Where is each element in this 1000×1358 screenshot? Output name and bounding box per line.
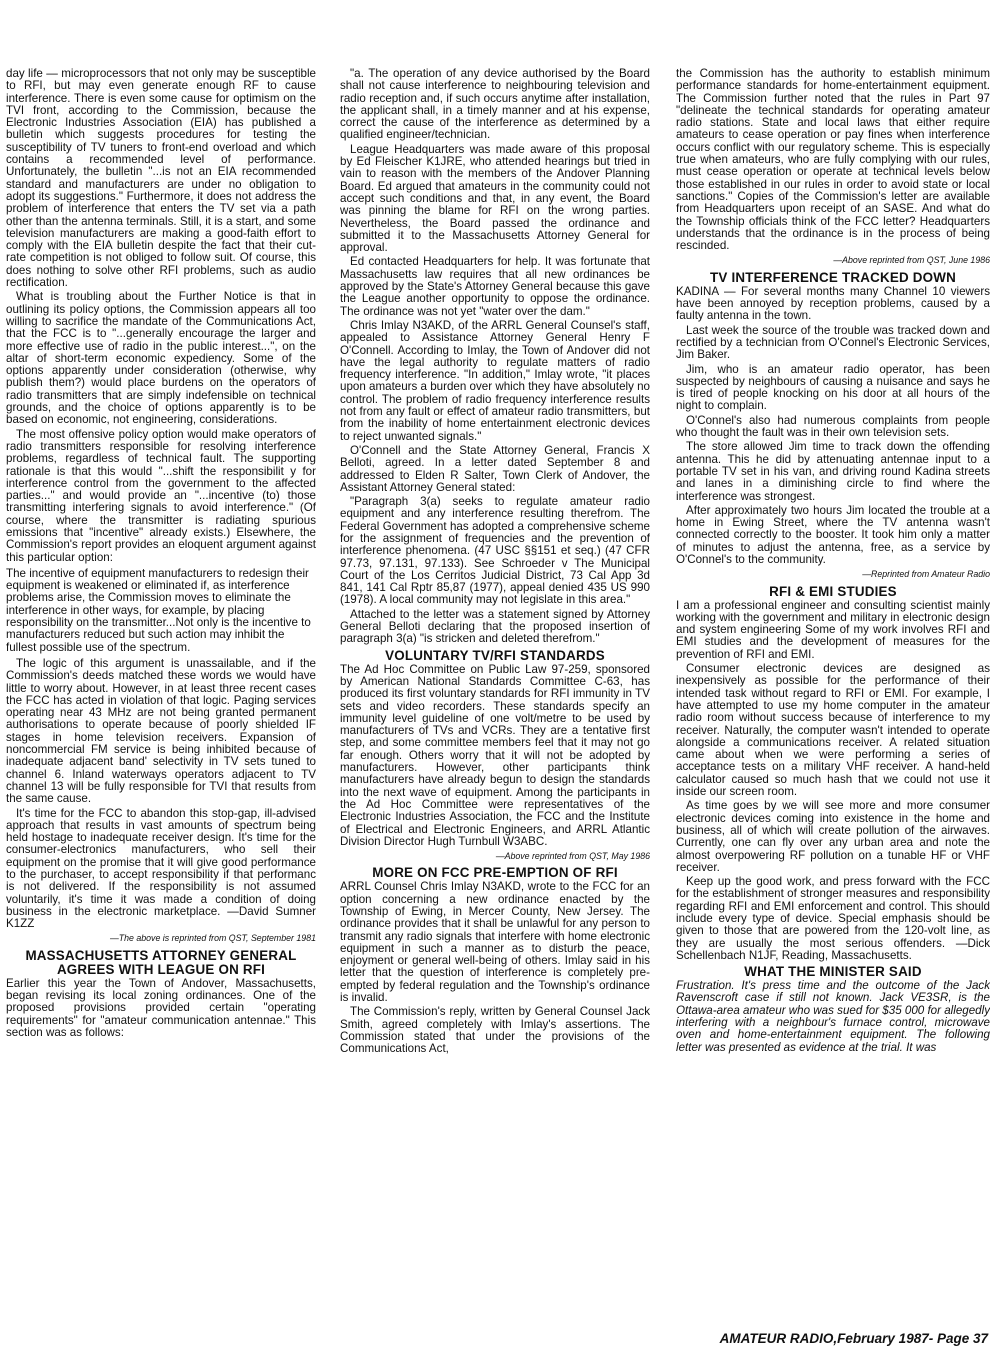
paragraph: Ed contacted Headquarters for help. It was fortunate that Massachusetts law requires that all new ordinances be approved by the State's Attorney General because this gave the League another opportunity to oppose the ordinance. The ordinance was not yet "water over the dam." — [340, 255, 650, 318]
source-credit: —Above reprinted from QST, May 1986 — [495, 851, 650, 862]
paragraph: ARRL Counsel Chris Imlay N3AKD, wrote to the FCC for an option concerning a new ordinance enacted by the Township of Ewing, in Mercer County, New Jersey. The ordinance provides that it shall be unlawful for any person to transmit any radio signals that interfere with home electronic equipment in such a manner as to disturb the peace, enjoyment or general well-being of others. Imlay said in his letter that the question of interference is completely pre-empted by federal regulation and the Township's ordinance is invalid. — [340, 880, 650, 1005]
paragraph: As time goes by we will see more and more consumer electronic devices coming into existence in the home and business, all of which will create pollution of the airwaves. Currently, one can fly over any urban area and note the almost overpowering RF pollution on a tunable HF or VHF receiver. — [676, 799, 990, 874]
page-footer: AMATEUR RADIO,February 1987- Page 37 — [719, 1331, 988, 1346]
paragraph: day life — microprocessors that not only may be susceptible to RFI, but may even generate enough RF to cause interference. There is even some cause for optimism on the TVI front, according to the Commission, because the Electronic Industries Association (EIA) has published a bulletin which suggests procedures for testing the susceptibility of TV tuners to front-end overload and which contains a recommended level of performance. Unfortunately, the bulletin "...is not an EIA recommended standard and manufacturers are under no obligation to adopt its suggestions." Furthermore, it does not address the problem of interference that enters the TV set via a path other than the antenna terminals. Still, it is a start, and some television manufacturers are making a good-faith effort to comply with the EIA bulletin despite the fact that their cut-rate competition is not obliged to follow suit. Of course, this does nothing to solve other RFI problems, such as audio rectification. — [6, 68, 316, 290]
paragraph: The Ad Hoc Committee on Public Law 97-259, sponsored by American National Standards Committee C-63, has produced its first voluntary standards for RFI immunity in TV sets and video recorders. These standards specify an immunity level guideline of one volt/metre to be used by manufacturers of TVs and VCRs. They are a tentative first step, and some committee members feel that it may not go far enough. Others worry that it will not be adopted by manufacturers. However, other participants think manufacturers have already begun to design the standards into the next wave of equipment. Among the participants in the Ad Hoc Committee were representatives of the Electronic Industries Association, the FCC and the Institute of Electrical and Electronic Engineers, and ARRL Atlantic Division Director Hugh Turnbull W3ABC. — [340, 662, 650, 848]
section-heading: TV INTERFERENCE TRACKED DOWN — [710, 269, 956, 285]
paragraph: Earlier this year the Town of Andover, Massachusetts, began revising its local zoning ordinances. One of the proposed provisions provided certain "operating requirements" for "amateur communication antennae." This section was as follows: — [6, 976, 316, 1039]
section-heading: VOLUNTARY TV/RFI STANDARDS — [385, 647, 605, 663]
paragraph: The logic of this argument is unassailable, and if the Commission's deeds matched these words we would have little to worry about. However, in at least three recent cases the FCC has acted in violation of that logic. Paging services operating near 43 MHz are not being granted permanent authorisations to operate because of poorly shielded IF stages in home television receivers. Expansion of noncommercial FM service is being inhibited because of inadequate adjacent band' selectivity in TV sets tuned to channel 6. Inland waterways operators adjacent to TV channel 13 will be fully responsible for TVI that results from the same cause. — [6, 656, 316, 806]
paragraph: I am a professional engineer and consulting scientist mainly working with the government and military in electronic design and system engineering Some of my work involves RFI and EMI studies and the development of measures for the prevention of RFI and EMI. — [676, 598, 990, 661]
block-quote: The incentive of equipment manufacturers to redesign their equipment is weakened or eliminated if, as interference problems arise, the Commission moves to eliminate the interference in other ways, for example, by placing responsibility on the transmitter...Not only is the incentive to manufacturers reduced but such action may inhibit the fullest possible use of the spectrum. — [6, 566, 311, 654]
section-heading: MASSACHUSETTS ATTORNEY GENERAL AGREES WITH LEAGUE ON RFI — [25, 947, 297, 977]
section-heading: MORE ON FCC PRE-EMPTION OF RFI — [372, 865, 618, 881]
paragraph: It's time for the FCC to abandon this stop-gap, ill-advised approach that results in vast amounts of spectrum being held hostage to inadequate receiver design. It's time for the consumer-electronics manufacturers, who sell their equipment on the promise that it will give good performance to the purchaser, to accept responsibility if that performanc is not delivered. If the responsibility is not assumed voluntarily, it's time it was made a condition of doing business in the electronic marketplace. —David Sumner K1ZZ — [6, 806, 316, 931]
paragraph: Consumer electronic devices are designed as inexpensively as possible for the performance of their intended task without regard to RFI or EMI. For example, I have attempted to use my home computer in the amateur radio room without success because of interference to my receiver. Naturally, the computer wasn't intended to operate alongside a communications receiver. A related situation came about when we were performing a series of acceptance tests on a military VHF receiver. A hand-held calculator caused so much hash that we could not use it inside our screen room. — [676, 662, 990, 799]
paragraph: Jim, who is an amateur radio operator, has been suspected by neighbours of causing a nuisance and says he is tired of people knocking on his door at all hours of the night to complain. — [676, 362, 990, 413]
paragraph: "Paragraph 3(a) seeks to regulate amateur radio equipment and any interference resulting therefrom. The Federal Government has adopted a comprehensive scheme for the assignment of frequencies and the prevention of interference phenomena. (47 USC §§151 et seq.) (47 CFR 97.73, 97.131, 97.133). See Schroeder v The Municipal Court of the Los Cerritos Judicial District, 73 Cal App 3d 841, 141 Cal Rptr 85,87 (1977), appeal denied 435 US 990 (1978). A local community may not legislate in this area." — [340, 495, 650, 607]
source-credit: —Above reprinted from QST, June 1986 — [833, 255, 990, 266]
section-heading: RFI & EMI STUDIES — [769, 583, 897, 599]
source-credit: —Reprinted from Amateur Radio — [862, 569, 990, 580]
paragraph: the Commission has the authority to establish minimum performance standards for home-entertainment equipment. The Commission further noted that the rules in Part 97 "delineate the technical standards for operating amateur radio stations. State and local laws that either require amateurs to cease operation or pay fines when interference occurs conflict with our regulatory scheme. This is especially true when amateurs, who are fully complying with our rules, must cease operation or operate at technical levels below those established in our rules in order to avoid state or local sanctions." Copies of the Commission's letter are available from Headquarters upon receipt of an SASE. And what do the Township officials think of the FCC letter? Headquarters understands that the ordinance is in the process of being rescinded. — [676, 68, 990, 253]
paragraph: The store allowed Jim time to track down the offending antenna. This he did by attenuating antennae input to a portable TV set in his van, and driving round Kadina streets and lanes in a diminishing circle to find where the interference was strongest. — [676, 440, 990, 503]
paragraph: League Headquarters was made aware of this proposal by Ed Fleischer K1JRE, who attended hearings but tried in vain to reason with the members of the Andover Planning Board. Ed argued that amateurs in the community could not accept such conditions and that, in any event, the Board was pinning the blame for RFI on the wrong parties. Nevertheless, the Board passed the ordinance and submitted it to the Massachusetts Attorney General for approval. — [340, 142, 650, 255]
paragraph: Last week the source of the trouble was tracked down and rectified by a technician from O'Connel's Electronic Services, Jim Baker. — [676, 323, 990, 362]
section-heading: WHAT THE MINISTER SAID — [744, 964, 922, 980]
column-right — [676, 68, 990, 1330]
paragraph: Chris Imlay N3AKD, of the ARRL General Counsel's staff, appealed to Assistance Attorney General Henry F O'Connell. According to Imlay, the Town of Andover did not have the legal authority to regulate matters of radio frequency interference. "In addition," Imlay wrote, "it places upon amateurs a burden over which they have absolutely no control. The problem of radio frequency interference results not from any fault or effect of amateur radio transmitters, but from the inability of home entertainment electronic devices to reject unwanted signals." — [340, 318, 650, 443]
paragraph: Keep up the good work, and press forward with the FCC for the establishment of stronger measures and responsibility regarding RFI and EMI enforcement and control. This should include every type of device. Special emphasis should be given to those that are powered from the 120-volt line, as they are usually the most serious offenders. —Dick Schellenbach N1JF, Reading, Massachusetts. — [676, 875, 990, 962]
paragraph: O'Connell and the State Attorney General, Francis X Belloti, agreed. In a letter dated September 8 and addressed to Elden R Salter, Town Clerk of Andover, the Assistant Attorney General stated: — [340, 443, 650, 494]
paragraph: Frustration. It's press time and the outcome of the Jack Ravenscroft case if still not known. Jack VE3SR, is the Ottawa-area amateur who was sued for $35 000 for allegedly interfering with a neighbour's furnace control, microwave oven and home-entertainment equipment. The following letter was presented as evidence at the trial. It was — [676, 979, 990, 1054]
paragraph: KADINA — For several months many Channel 10 viewers have been annoyed by reception problems, caused by a faulty antenna in the town. — [676, 284, 990, 323]
paragraph: "a. The operation of any device authorised by the Board shall not cause interference to neighbouring television and radio reception and, if such occurs anytime after installation, the applicant shall, in a timely manner and at his expense, correct the cause of the interference as determined by a qualified engineer/technician. — [340, 68, 650, 142]
paragraph: The most offensive policy option would make operators of radio transmitters responsible for resolving interference problems, regardless of technical fault. The supporting rationale is that this would "...shift the responsibilit y for interference control from the government to the affected parties..." and would provide an "...incentive (to) those transmitting interfering signals to avoid interference." (Of course, where the transmitter is radiating spurious emissions that "incentive" already exists.) Elsewhere, the Commission's report provides an eloquent argument against this particular option: — [6, 427, 316, 564]
column-middle — [340, 68, 650, 1330]
paragraph: The Commission's reply, written by General Counsel Jack Smith, agreed completely with Imlay's assertions. The Commission stated that under the provisions of the Communications Act, — [340, 1005, 650, 1056]
paragraph: O'Connel's also had numerous complaints from people who thought the fault was in their own television sets. — [676, 413, 990, 440]
paragraph: Attached to the letter was a statement signed by Attorney General Belloti declaring that the proposed insertion of paragraph 3(a) "is stricken and deleted therefrom." — [340, 607, 650, 646]
column-left — [6, 68, 316, 1330]
paragraph: What is troubling about the Further Notice is that in outlining its policy options, the Commission appears all too willing to sacrifice the mandate of the Communications Act, that the FCC is to "...generally encourage the larger and more effective use of radio in the public interest...", on the altar of short-term economic expediency. Some of the options apparently under consideration (otherwise, why publish them?) would place burdens on the operators of radio transmitters that are simply indefensible on technical grounds, and the choice of options apparently is to be based on economic, not engineering, considerations. — [6, 290, 316, 427]
paragraph: After approximately two hours Jim located the trouble at a home in Ewing Street, where the TV antenna wasn't connected correctly to the booster. It took him only a matter of minutes to adjust the antenna, free, as a service by O'Connel's to the community. — [676, 503, 990, 566]
source-credit: —The above is reprinted from QST, September 1981 — [109, 933, 316, 944]
